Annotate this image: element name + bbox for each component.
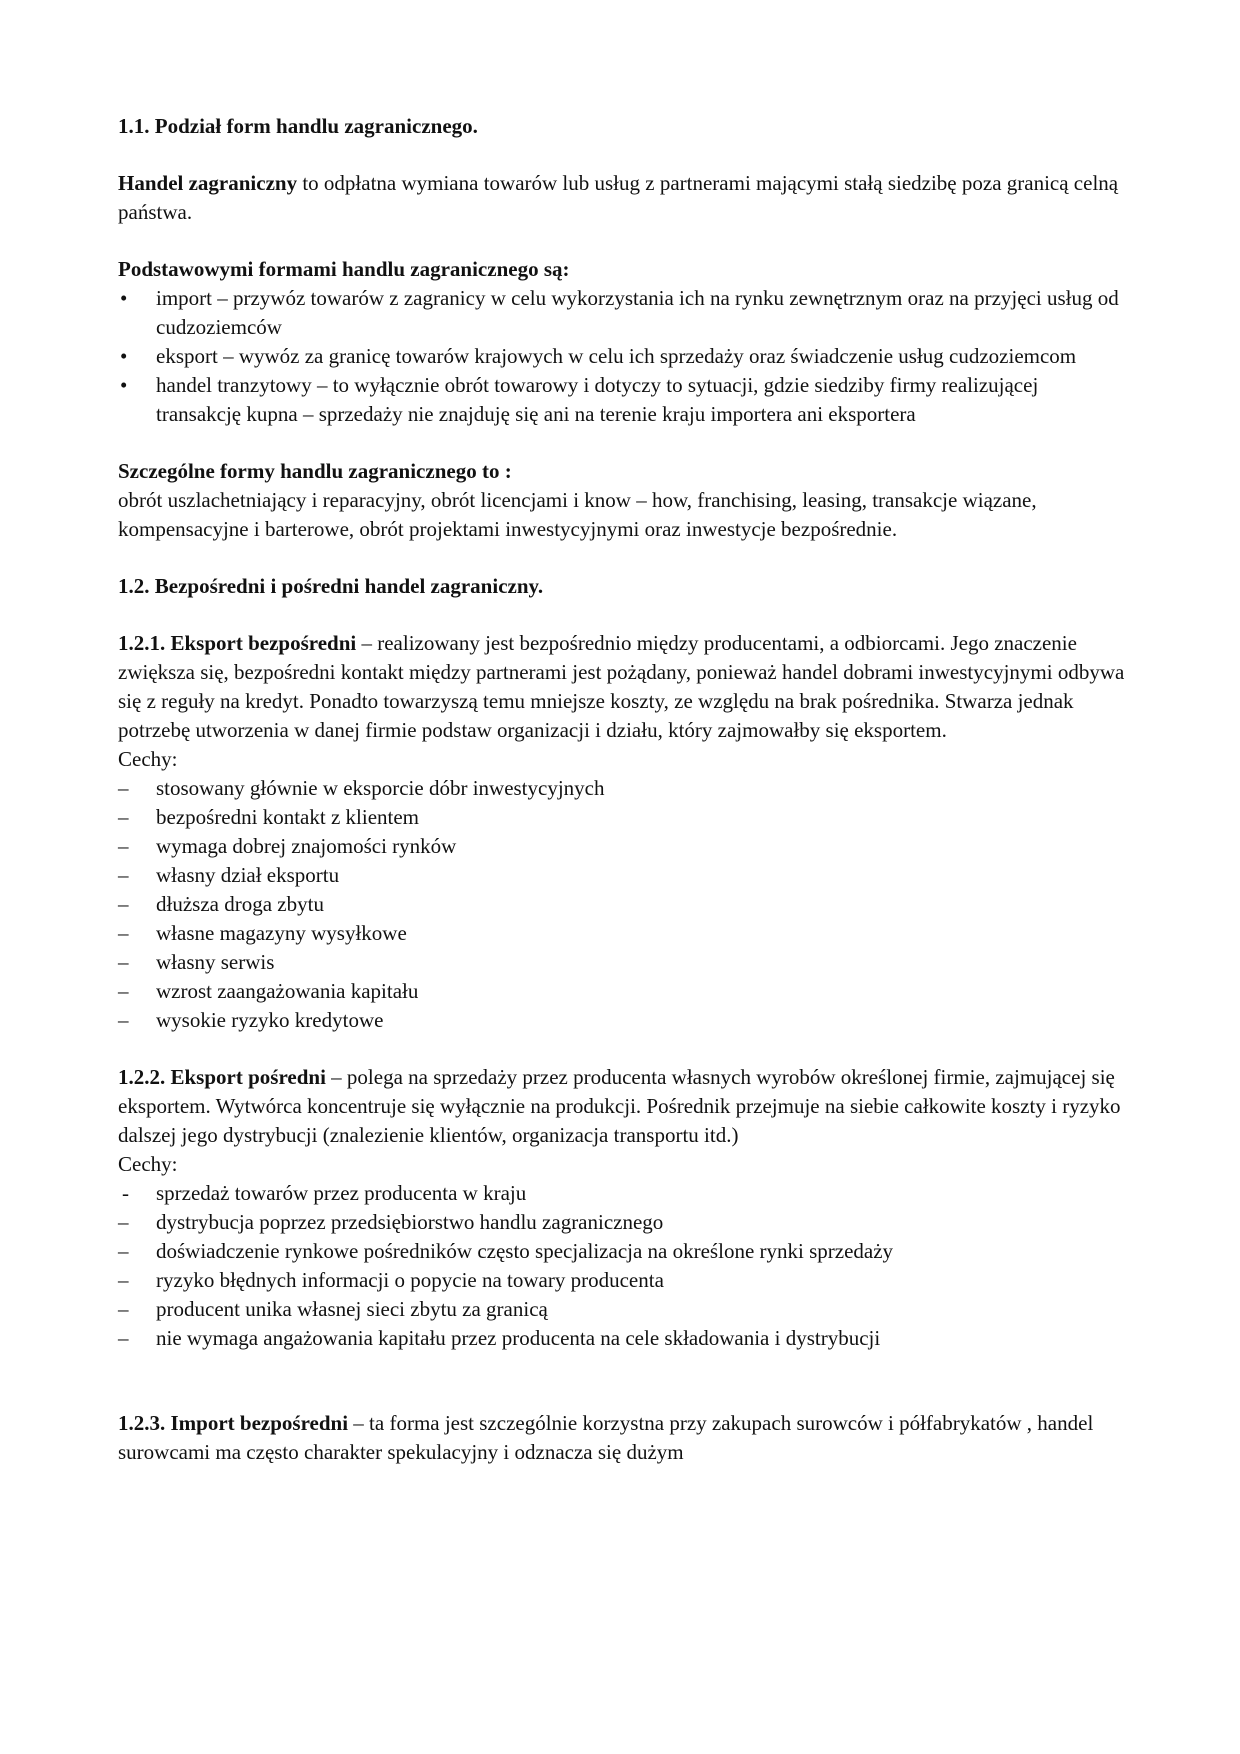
definition-term: Handel zagraniczny (118, 171, 298, 195)
list-item: – dystrybucja poprzez przedsiębiorstwo handlu zagranicznego (118, 1208, 1128, 1237)
list-item: – dłuższa droga zbytu (118, 890, 1128, 919)
list-item: – własny serwis (118, 948, 1128, 977)
list-item: • handel tranzytowy – to wyłącznie obrót towarowy i dotyczy to sytuacji, gdzie siedziby firmy realizującej transakcję kupna – sprzedaży nie znajduję się ani na terenie kraju importera ani eksportera (118, 371, 1128, 429)
list-item: – doświadczenie rynkowe pośredników często specjalizacja na określone rynki sprzedaży (118, 1237, 1128, 1266)
list-item: – wysokie ryzyko kredytowe (118, 1006, 1128, 1035)
list-item: – nie wymaga angażowania kapitału przez producenta na cele składowania i dystrybucji (118, 1324, 1128, 1353)
list-item: – własne magazyny wysyłkowe (118, 919, 1128, 948)
list-item: – ryzyko błędnych informacji o popycie na towary producenta (118, 1266, 1128, 1295)
direct-export-paragraph (118, 629, 1128, 745)
list-item: – bezpośredni kontakt z klientem (118, 803, 1128, 832)
list-item: • import – przywóz towarów z zagranicy w celu wykorzystania ich na rynku zewnętrznym oraz na przyjęci usług od cudzoziemców (118, 284, 1128, 342)
direct-import-text: – ta forma jest szczególnie korzystna przy zakupach surowców i półfabrykatów , handel surowcami ma często charakter spekulacyjny i odznacza się dużym (118, 1411, 1094, 1464)
direct-export-term: 1.2.1. Eksport bezpośredni (118, 631, 357, 655)
indirect-export-paragraph (118, 1063, 1128, 1150)
section-heading-1-2: 1.2. Bezpośredni i pośredni handel zagraniczny. (118, 574, 544, 598)
basic-forms-heading: Podstawowymi formami handlu zagranicznego są: (118, 257, 570, 281)
definition-text: to odpłatna wymiana towarów lub usług z partnerami mającymi stałą siedzibę poza granicą celną państwa. (118, 171, 1119, 224)
list-item: - sprzedaż towarów przez producenta w kraju (118, 1179, 1128, 1208)
direct-import-paragraph (118, 1409, 1128, 1467)
list-item: – stosowany głównie w eksporcie dóbr inwestycyjnych (118, 774, 1128, 803)
features-label: Cechy: (118, 1152, 178, 1176)
indirect-export-term: 1.2.2. Eksport pośredni (118, 1065, 326, 1089)
list-item: – wzrost zaangażowania kapitału (118, 977, 1128, 1006)
direct-import-term: 1.2.3. Import bezpośredni (118, 1411, 349, 1435)
definition-paragraph (118, 169, 1128, 227)
document-page (118, 112, 1128, 1467)
basic-forms-list (118, 284, 1128, 429)
list-item: – producent unika własnej sieci zbytu za granicą (118, 1295, 1128, 1324)
indirect-export-text: – polega na sprzedaży przez producenta własnych wyrobów określonej firmie, zajmującej się eksportem. Wytwórca koncentruje się wyłącznie na produkcji. Pośrednik przejmuje na siebie całkowite koszty i ryzyko dalszej jego dystrybucji (znalezienie klientów, organizacja transportu itd.) (118, 1065, 1121, 1147)
indirect-export-features-list (118, 1179, 1128, 1353)
special-forms-heading: Szczególne formy handlu zagranicznego to : (118, 459, 512, 483)
list-item: • eksport – wywóz za granicę towarów krajowych w celu ich sprzedaży oraz świadczenie usług cudzoziemcom (118, 342, 1128, 371)
list-item: – własny dział eksportu (118, 861, 1128, 890)
direct-export-text: – realizowany jest bezpośrednio między producentami, a odbiorcami. Jego znaczenie zwiększa się, bezpośredni kontakt między partnerami jest pożądany, ponieważ handel dobrami inwestycyjnymi odbywa się z reguły na kredyt. Ponadto towarzyszą temu mniejsze koszty, ze względu na brak pośrednika. Stwarza jednak potrzebę utworzenia w danej firmie podstaw organizacji i działu, który zajmowałby się eksportem. (118, 631, 1125, 742)
section-heading-1-1: 1.1. Podział form handlu zagranicznego. (118, 114, 478, 138)
list-item: – wymaga dobrej znajomości rynków (118, 832, 1128, 861)
direct-export-features-list (118, 774, 1128, 1035)
features-label: Cechy: (118, 747, 178, 771)
special-forms-text: obrót uszlachetniający i reparacyjny, obrót licencjami i know – how, franchising, leasing, transakcje wiązane, kompensacyjne i barterowe, obrót projektami inwestycyjnymi oraz inwestycje bezpośrednie. (118, 488, 1037, 541)
